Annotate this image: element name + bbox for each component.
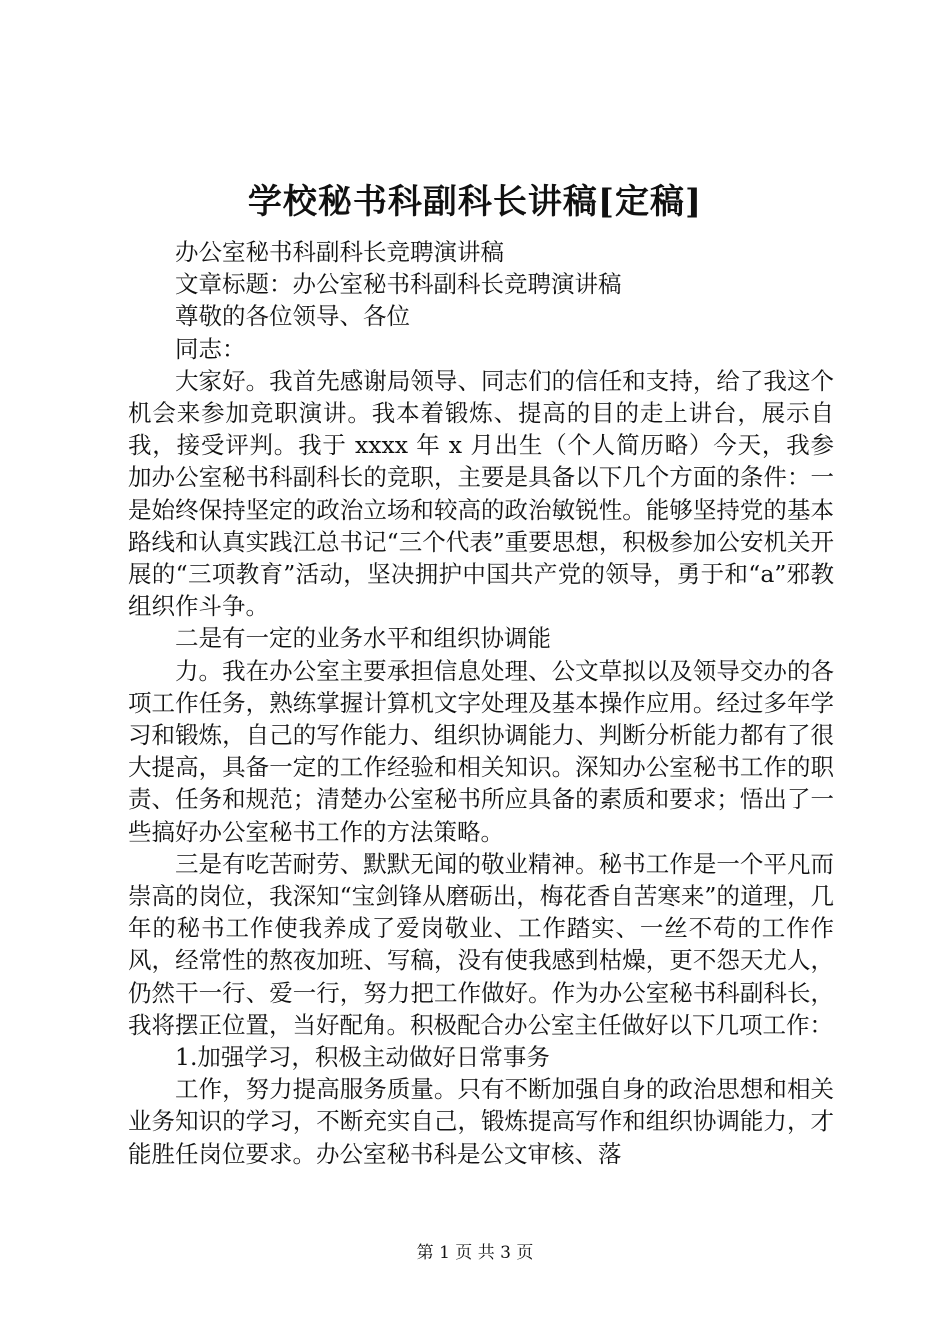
document-title: 学校秘书科副科长讲稿[定稿]	[247, 182, 703, 222]
paragraph-heading: 办公室秘书科副科长竞聘演讲稿	[175, 238, 504, 266]
page-footer: 第 1 页 共 3 页	[416, 1243, 534, 1263]
document-body	[128, 236, 834, 1170]
paragraph-point-three: 三是有吃苦耐劳、默默无闻的敬业精神。秘书工作是一个平凡而崇高的岗位，我深知“宝剑锋从磨砺出，梅花香自苦寒来”的道理，几年的秘书工作使我养成了爱岗敬业、工作踏实、一丝不苟的工作作风，经常性的熬夜加班、写稿，没有使我感到枯燥，更不怨天尤人，仍然干一行、爱一行，努力把工作做好。作为办公室秘书科副科长，我将摆正位置，当好配角。积极配合办公室主任做好以下几项工作：	[128, 849, 834, 1039]
paragraph-point-two: 力。我在办公室主要承担信息处理、公文草拟以及领导交办的各项工作任务，熟练掌握计算机文字处理及基本操作应用。经过多年学习和锻炼，自己的写作能力、组织协调能力、判断分析能力都有了很大提高，具备一定的工作经验和相关知识。深知办公室秘书工作的职责、任务和规范；清楚办公室秘书所应具备的素质和要求；悟出了一些搞好办公室秘书工作的方法策略。	[128, 656, 834, 846]
paragraph-item-one-heading: 1.加强学习，积极主动做好日常事务	[175, 1043, 550, 1072]
paragraph-article-title: 文章标题：办公室秘书科副科长竞聘演讲稿	[175, 270, 622, 299]
paragraph-intro: 大家好。我首先感谢局领导、同志们的信任和支持，给了我这个机会来参加竞职演讲。我本着锻炼、提高的目的走上讲台，展示自我，接受评判。我于 xxxx 年 x 月出生（个人简历略）今天，我参加办公室秘书科副科长的竞职，主要是具备以下几个方面的条件：一是始终保持坚定的政治立场和较高的政治敏锐性。能够坚持党的基本路线和认真实践江总书记“三个代表”重要思想，积极参加公安机关开展的“三项教育”活动，坚决拥护中国共产党的领导，勇于和“a”邪教组织作斗争。	[128, 366, 834, 621]
paragraph-item-one: 工作，努力提高服务质量。只有不断加强自身的政治思想和相关业务知识的学习，不断充实自己，锻炼提高写作和组织协调能力，才能胜任岗位要求。办公室秘书科是公文审核、落	[128, 1075, 834, 1168]
paragraph-greeting-cont: 同志：	[175, 334, 246, 363]
paragraph-greeting: 尊敬的各位领导、各位	[175, 302, 410, 331]
paragraph-point-two-heading: 二是有一定的业务水平和组织协调能	[175, 624, 551, 653]
